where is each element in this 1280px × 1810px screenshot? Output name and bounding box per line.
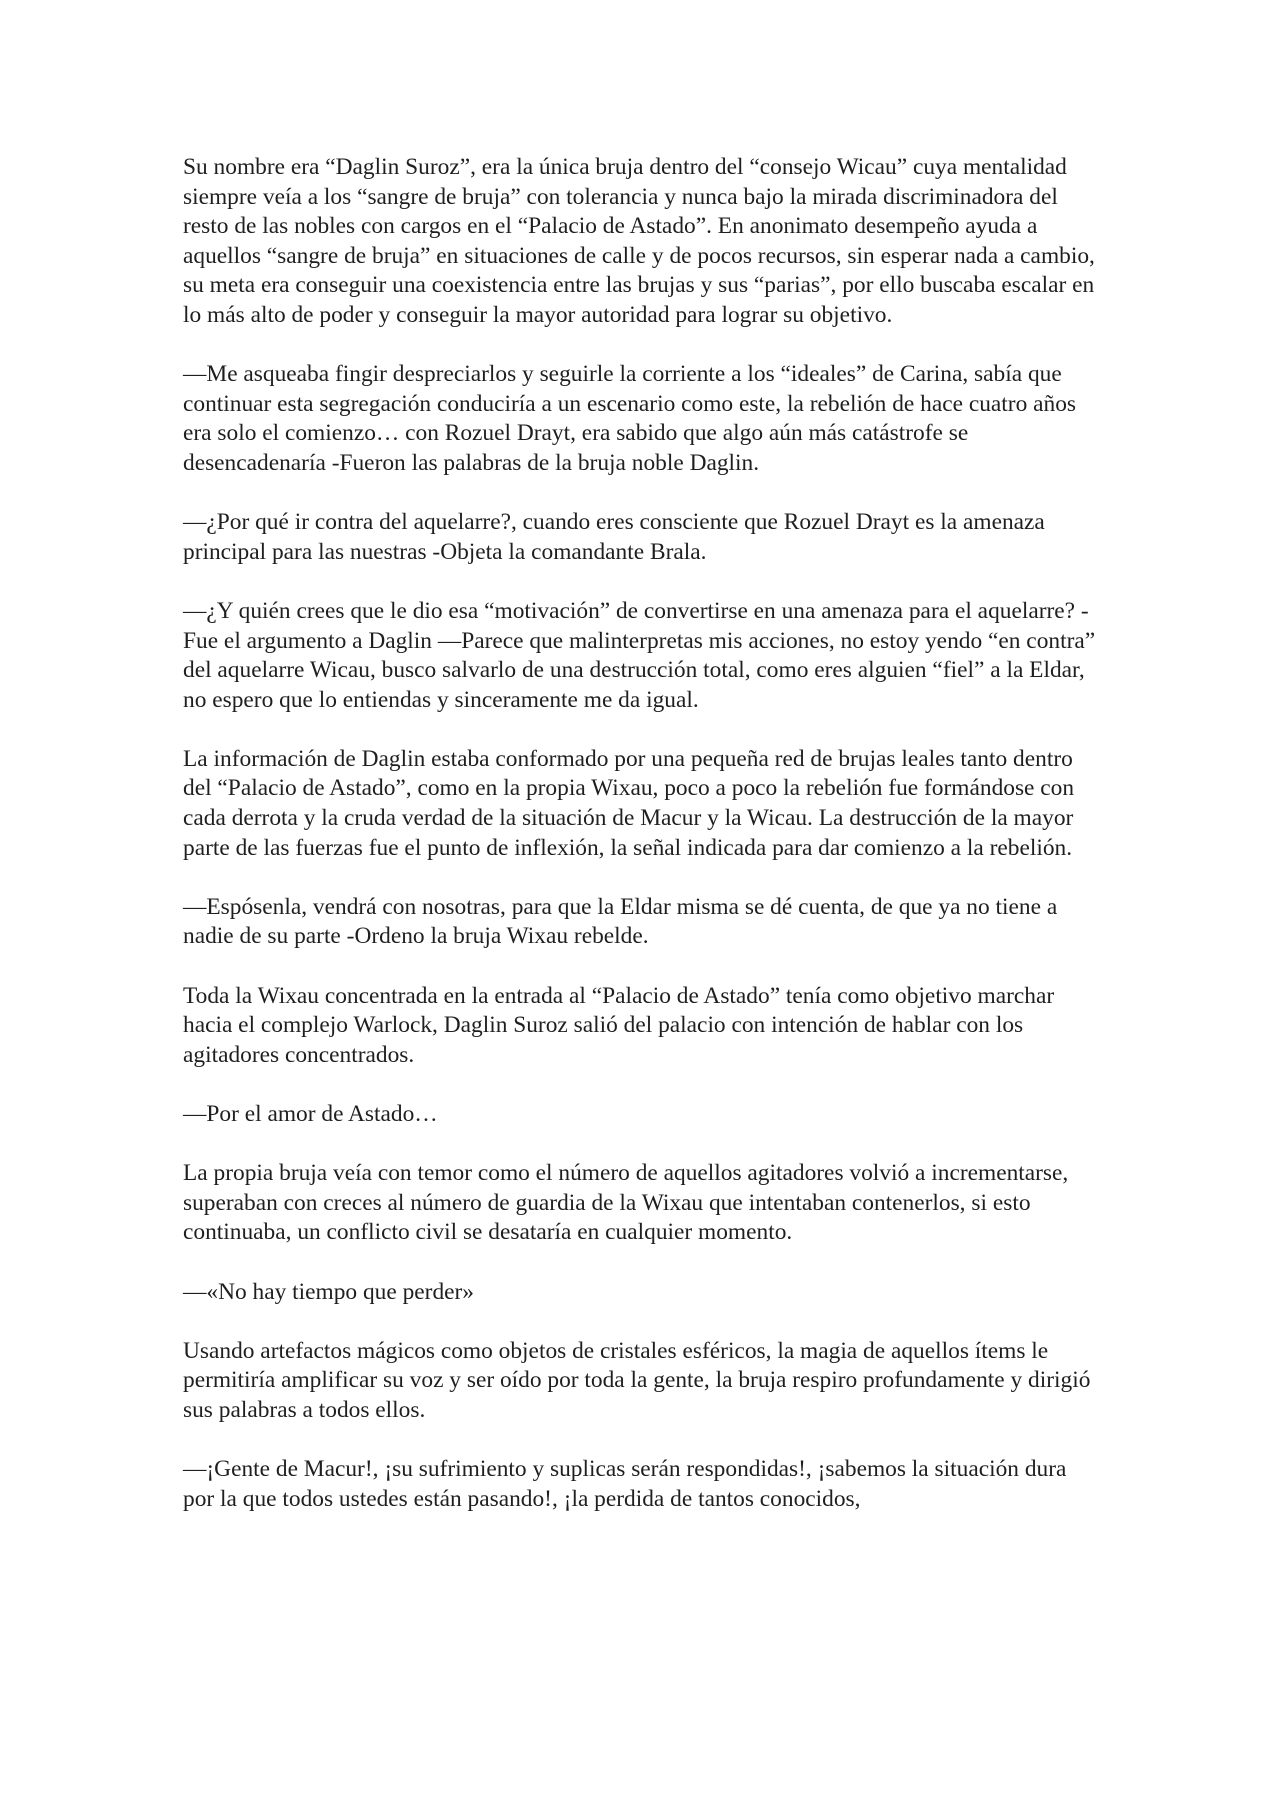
paragraph: —Espósenla, vendrá con nosotras, para que la Eldar misma se dé cuenta, de que ya no tiene a nadie de su parte -Ordeno la bruja Wixau rebelde.: [183, 893, 1058, 950]
paragraph: —Me asqueaba fingir despreciarlos y seguirle la corriente a los “ideales” de Carina, sabía que continuar esta segregación conduciría a un escenario como este, la rebelión de hace cuatro años era solo el comienzo… con Rozuel Drayt, era sabido que algo aún más catástrofe se desencadenaría -Fueron las palabras de la bruja noble Daglin.: [183, 361, 1076, 476]
paragraph: La información de Daglin estaba conformado por una pequeña red de brujas leales tanto dentro del “Palacio de Astado”, como en la propia Wixau, poco a poco la rebelión fue formándose con cada derrota y la cruda verdad de la situación de Macur y la Wicau. La destrucción de la mayor parte de las fuerzas fue el punto de inflexión, la señal indicada para dar comienzo a la rebelión.: [183, 745, 1075, 861]
paragraph: —¡Gente de Macur!, ¡su sufrimiento y suplicas serán respondidas!, ¡sabemos la situación dura por la que todos ustedes están pasando!, ¡la perdida de tantos conocidos,: [183, 1456, 1067, 1512]
paragraph: Su nombre era “Daglin Suroz”, era la única bruja dentro del “consejo Wicau” cuya mentalidad siempre veía a los “sangre de bruja” con tolerancia y nunca bajo la mirada discriminadora del resto de las nobles con cargos en el “Palacio de Astado”. En anonimato desempeño ayuda a aquellos “sangre de bruja” en situaciones de calle y de pocos recursos, sin esperar nada a cambio, su meta era conseguir una coexistencia entre las brujas y sus “parias”, por ello buscaba escalar en lo más alto de poder y conseguir la mayor autoridad para lograr su objetivo.: [183, 154, 1095, 328]
paragraph: Usando artefactos mágicos como objetos de cristales esféricos, la magia de aquellos ítems le permitiría amplificar su voz y ser oído por toda la gente, la bruja respiro profundamente y dirigió sus palabras a todos ellos.: [183, 1337, 1091, 1423]
paragraph: —«No hay tiempo que perder»: [183, 1278, 475, 1305]
paragraph: La propia bruja veía con temor como el número de aquellos agitadores volvió a incrementarse, superaban con creces al número de guardia de la Wixau que intentaban contenerlos, si esto continuaba, un conflicto civil se desataría en cualquier momento.: [183, 1160, 1069, 1246]
paragraph: —¿Por qué ir contra del aquelarre?, cuando eres consciente que Rozuel Drayt es la amenaza principal para las nuestras -Objeta la comandante Brala.: [183, 509, 1045, 565]
paragraph: —¿Y quién crees que le dio esa “motivación” de convertirse en una amenaza para el aquelarre? -Fue el argumento a Daglin —Parece que malinterpretas mis acciones, no estoy yendo “en contra” del aquelarre Wicau, busco salvarlo de una destrucción total, como eres alguien “fiel” a la Eldar, no espero que lo entiendas y sinceramente me da igual.: [183, 597, 1096, 713]
paragraph: Toda la Wixau concentrada en la entrada al “Palacio de Astado” tenía como objetivo marchar hacia el complejo Warlock, Daglin Suroz salió del palacio con intención de hablar con los agitadores concentrados.: [183, 982, 1055, 1068]
document-body: [183, 153, 1098, 1514]
paragraph: —Por el amor de Astado…: [183, 1101, 438, 1127]
